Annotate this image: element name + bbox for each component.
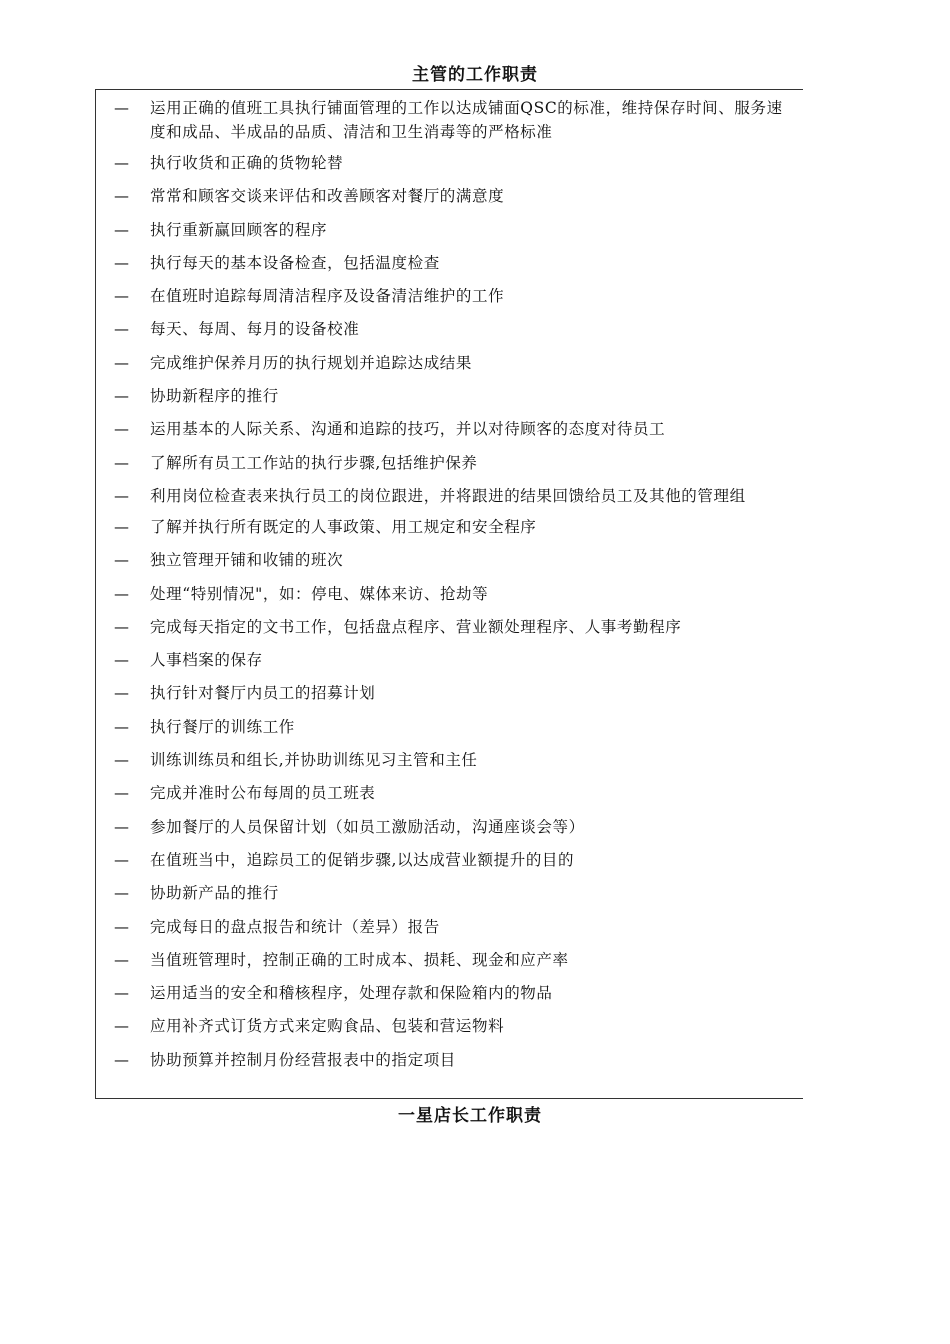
duty-text: 在值班时追踪每周清洁程序及设备清洁维护的工作 — [150, 287, 505, 306]
duty-text: 执行针对餐厅内员工的招募计划 — [150, 684, 376, 703]
list-item — [96, 915, 802, 939]
list-item — [96, 648, 802, 672]
duty-text: 应用补齐式订货方式来定购食品、包装和营运物料 — [150, 1017, 505, 1036]
duty-text: 在值班当中，追踪员工的促销步骤,以达成营业额提升的目的 — [150, 850, 575, 869]
duty-text: 协助新程序的推行 — [150, 387, 279, 406]
list-item — [96, 96, 802, 144]
list-item — [96, 881, 802, 905]
list-item — [96, 948, 802, 972]
duty-text: 当值班管理时，控制正确的工时成本、损耗、现金和应产率 — [150, 950, 569, 969]
duty-text: 运用适当的安全和稽核程序，处理存款和保险箱内的物品 — [150, 984, 553, 1003]
duty-text: 了解所有员工工作站的执行步骤,包括维护保养 — [150, 453, 478, 472]
list-item — [96, 218, 802, 242]
bullet-dash: — — [114, 99, 129, 117]
duty-text: 每天、每周、每月的设备校准 — [150, 320, 360, 339]
duty-text: 完成每日的盘点报告和统计（差异）报告 — [150, 917, 440, 936]
bullet-dash: — — [114, 917, 129, 936]
bullet-dash: — — [114, 850, 129, 869]
list-item — [96, 781, 802, 805]
duty-text: 参加餐厅的人员保留计划（如员工激励活动，沟通座谈会等） — [150, 817, 585, 836]
duty-text: 了解并执行所有既定的人事政策、用工规定和安全程序 — [150, 517, 537, 536]
list-item — [96, 1048, 802, 1072]
duty-text: 处理“特别情况"，如：停电、媒体来访、抢劫等 — [150, 584, 489, 603]
bullet-dash: — — [114, 717, 129, 736]
bullet-dash: — — [114, 287, 129, 306]
list-item — [96, 815, 802, 839]
list-item — [96, 384, 802, 408]
bullet-dash: — — [114, 486, 129, 505]
bullet-dash: — — [114, 420, 129, 439]
duty-text: 人事档案的保存 — [150, 651, 263, 670]
list-item — [96, 615, 802, 639]
list-item — [96, 848, 802, 872]
list-item — [96, 184, 802, 208]
bullet-dash: — — [114, 684, 129, 703]
list-item — [96, 451, 802, 475]
duty-text: 运用基本的人际关系、沟通和追踪的技巧，并以对待顾客的态度对待员工 — [150, 420, 666, 439]
duty-text: 完成并准时公布每周的员工班表 — [150, 784, 376, 803]
page-title: 主管的工作职责 — [412, 65, 538, 85]
list-item — [96, 515, 802, 539]
duty-text: 运用正确的值班工具执行铺面管理的工作以达成铺面QSC的标准，维持保存时间、服务速度和成品、半成品的品质、清洁和卫生消毒等的严格标准 — [150, 99, 783, 141]
list-item — [96, 284, 802, 308]
bullet-dash: — — [114, 517, 129, 536]
bullet-dash: — — [114, 453, 129, 472]
bullet-dash: — — [114, 817, 129, 836]
duty-text: 常常和顾客交谈来评估和改善顾客对餐厅的满意度 — [150, 187, 505, 206]
list-item — [96, 251, 802, 275]
duty-text: 完成每天指定的文书工作，包括盘点程序、营业额处理程序、人事考勤程序 — [150, 617, 682, 636]
next-section-title: 一星店长工作职责 — [398, 1106, 542, 1126]
duty-text: 执行餐厅的训练工作 — [150, 717, 295, 736]
bullet-dash: — — [114, 1017, 129, 1036]
bullet-dash: — — [114, 551, 129, 570]
duty-text: 执行收货和正确的货物轮替 — [150, 154, 344, 172]
list-item — [96, 317, 802, 341]
list-item — [96, 981, 802, 1005]
list-item — [96, 351, 802, 375]
bullet-dash: — — [114, 154, 129, 172]
bullet-dash: — — [114, 884, 129, 903]
list-item — [96, 715, 802, 739]
list-item — [96, 151, 802, 175]
bullet-dash: — — [114, 651, 129, 670]
duty-text: 完成维护保养月历的执行规划并追踪达成结果 — [150, 353, 473, 372]
list-item — [96, 484, 802, 508]
duty-text: 独立管理开铺和收铺的班次 — [150, 551, 344, 570]
bullet-dash: — — [114, 751, 129, 770]
duty-list — [96, 96, 802, 1081]
bullet-dash: — — [114, 1050, 129, 1069]
duty-text: 协助预算并控制月份经营报表中的指定项目 — [150, 1050, 456, 1069]
list-item — [96, 1014, 802, 1038]
bullet-dash: — — [114, 353, 129, 372]
list-item — [96, 681, 802, 705]
bullet-dash: — — [114, 253, 129, 272]
duty-text: 执行重新赢回顾客的程序 — [150, 220, 328, 239]
duty-text: 执行每天的基本设备检查，包括温度检查 — [150, 253, 440, 272]
bullet-dash: — — [114, 187, 129, 206]
duty-text: 利用岗位检查表来执行员工的岗位跟进，并将跟进的结果回馈给员工及其他的管理组 — [150, 486, 746, 505]
list-item — [96, 417, 802, 441]
bullet-dash: — — [114, 984, 129, 1003]
bullet-dash: — — [114, 387, 129, 406]
bullet-dash: — — [114, 320, 129, 339]
duty-list-box — [95, 89, 803, 1099]
list-item — [96, 748, 802, 772]
list-item — [96, 548, 802, 572]
bullet-dash: — — [114, 220, 129, 239]
bullet-dash: — — [114, 784, 129, 803]
bullet-dash: — — [114, 617, 129, 636]
list-item — [96, 582, 802, 606]
bullet-dash: — — [114, 584, 129, 603]
duty-text: 训练训练员和组长,并协助训练见习主管和主任 — [150, 751, 478, 770]
bullet-dash: — — [114, 950, 129, 969]
duty-text: 协助新产品的推行 — [150, 884, 279, 903]
